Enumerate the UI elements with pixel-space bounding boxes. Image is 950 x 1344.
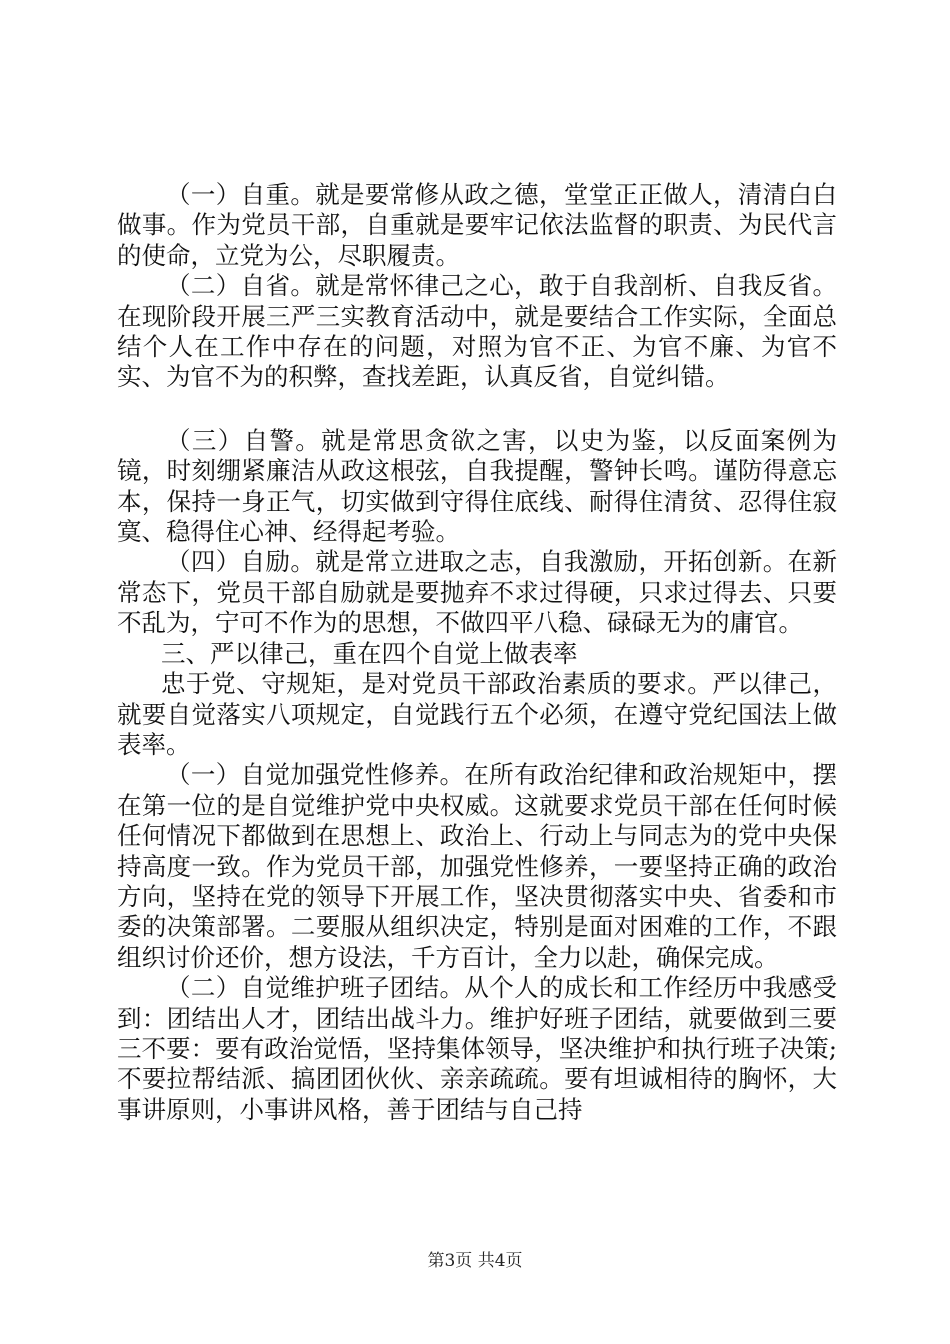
section-heading: 三、严以律己，重在四个自觉上做表率 [161, 638, 578, 668]
page-footer: 第3页 共4页 [427, 1251, 523, 1271]
paragraph-team-unity: （二）自觉维护班子团结。从个人的成长和工作经历中我感受到：团结出人才，团结出战斗力。维护好班子团结，就要做到三要三不要：要有政治觉悟，坚持集体领导，坚决维护和执行班子决策;不要拉帮结派、搞团团伙伙、亲亲疏疏。要有坦诚相待的胸怀，大事讲原则，小事讲风格，善于团结与自己持 [117, 973, 837, 1124]
paragraph-self-respect: （一）自重。就是要常修从政之德，堂堂正正做人，清清白白做事。作为党员干部，自重就是要牢记依法监督的职责、为民代言的使命，立党为公，尽职履责。 [117, 180, 837, 270]
paragraph-self-motivation: （四）自励。就是常立进取之志，自我激励，开拓创新。在新常态下，党员干部自励就是要抛弃不求过得硬，只求过得去、只要不乱为，宁可不作为的思想，不做四平八稳、碌碌无为的庸官。 [117, 547, 837, 638]
paragraph-self-warning: （三）自警。就是常思贪欲之害，以史为鉴，以反面案例为镜，时刻绷紧廉洁从政这根弦，自我提醒，警钟长鸣。谨防得意忘本，保持一身正气，切实做到守得住底线、耐得住清贫、忍得住寂寞、稳得住心神、经得起考验。 [117, 425, 837, 547]
paragraph-self-reflection: （二）自省。就是常怀律己之心，敢于自我剖析、自我反省。在现阶段开展三严三实教育活动中，就是要结合工作实际，全面总结个人在工作中存在的问题，对照为官不正、为官不廉、为官不实、为官不为的积弊，查找差距，认真反省，自觉纠错。 [117, 271, 837, 392]
paragraph-party-spirit: （一）自觉加强党性修养。在所有政治纪律和政治规矩中，摆在第一位的是自觉维护党中央权威。这就要求党员干部在任何时候任何情况下都做到在思想上、政治上、行动上与同志为的党中央保持高度一致。作为党员干部，加强党性修养，一要坚持正确的政治方向，坚持在党的领导下开展工作，坚决贯彻落实中央、省委和市委的决策部署。二要服从组织决定，特别是面对困难的工作，不跟组织讨价还价，想方设法，千方百计，全力以赴，确保完成。 [117, 760, 837, 972]
paragraph-section-intro: 忠于党、守规矩，是对党员干部政治素质的要求。严以律己，就要自觉落实八项规定，自觉践行五个必须，在遵守党纪国法上做表率。 [117, 669, 837, 759]
document-body [117, 180, 837, 1125]
